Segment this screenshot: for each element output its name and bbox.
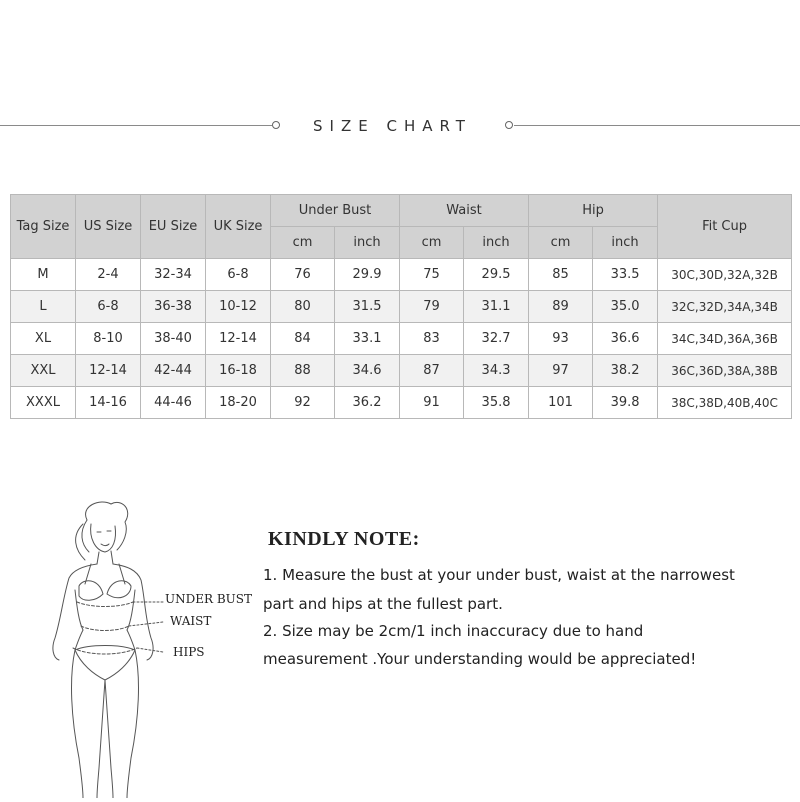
header-unit: inch	[464, 227, 529, 259]
table-cell: 6-8	[206, 259, 271, 291]
table-cell: XL	[11, 323, 76, 355]
table-cell: 42-44	[141, 355, 206, 387]
table-cell: 79	[400, 291, 464, 323]
table-cell: 16-18	[206, 355, 271, 387]
table-cell: 75	[400, 259, 464, 291]
table-cell: 76	[271, 259, 335, 291]
table-cell: 93	[529, 323, 593, 355]
table-cell: 44-46	[141, 387, 206, 419]
table-cell: 10-12	[206, 291, 271, 323]
header-unit: cm	[271, 227, 335, 259]
header-tag-size: Tag Size	[11, 195, 76, 259]
header-waist: Waist	[400, 195, 529, 227]
header-unit: inch	[335, 227, 400, 259]
table-cell: 35.8	[464, 387, 529, 419]
figure-drawing	[25, 498, 257, 798]
table-cell: 80	[271, 291, 335, 323]
size-chart-table	[10, 194, 792, 419]
table-cell: 85	[529, 259, 593, 291]
table-cell: 32.7	[464, 323, 529, 355]
note-title: KINDLY NOTE:	[268, 528, 420, 550]
table-cell: 8-10	[76, 323, 141, 355]
table-cell: 91	[400, 387, 464, 419]
header-fit-cup: Fit Cup	[658, 195, 792, 259]
header-unit: cm	[400, 227, 464, 259]
table-cell: 29.5	[464, 259, 529, 291]
header-under-bust: Under Bust	[271, 195, 400, 227]
table-row	[11, 323, 792, 355]
header-eu-size: EU Size	[141, 195, 206, 259]
table-cell: 34.6	[335, 355, 400, 387]
table-cell: 29.9	[335, 259, 400, 291]
table-cell: 2-4	[76, 259, 141, 291]
table-row	[11, 355, 792, 387]
header-unit: inch	[593, 227, 658, 259]
table-row	[11, 259, 792, 291]
table-cell: 34.3	[464, 355, 529, 387]
page-title: SIZE CHART	[313, 117, 472, 135]
table-cell: 89	[529, 291, 593, 323]
header-unit: cm	[529, 227, 593, 259]
table-cell: 92	[271, 387, 335, 419]
title-row	[0, 116, 800, 136]
note-line: part and hips at the fullest part.	[263, 595, 503, 613]
title-rule-left	[0, 125, 272, 126]
table-cell: 31.1	[464, 291, 529, 323]
table-cell: M	[11, 259, 76, 291]
note-line: 1. Measure the bust at your under bust, waist at the narrowest	[263, 566, 735, 584]
table-cell: 36.6	[593, 323, 658, 355]
table-cell: 6-8	[76, 291, 141, 323]
table-cell: 32C,32D,34A,34B	[658, 291, 792, 323]
table-cell: 87	[400, 355, 464, 387]
header-us-size: US Size	[76, 195, 141, 259]
table-cell: XXL	[11, 355, 76, 387]
title-ring-right	[505, 121, 513, 129]
table-cell: 31.5	[335, 291, 400, 323]
table-cell: 38C,38D,40B,40C	[658, 387, 792, 419]
table-cell: 35.0	[593, 291, 658, 323]
title-ring-left	[272, 121, 280, 129]
header-hip: Hip	[529, 195, 658, 227]
table-cell: 34C,34D,36A,36B	[658, 323, 792, 355]
table-cell: 38.2	[593, 355, 658, 387]
label-hips: HIPS	[173, 645, 205, 659]
table-cell: 12-14	[206, 323, 271, 355]
table-cell: 97	[529, 355, 593, 387]
table-cell: 30C,30D,32A,32B	[658, 259, 792, 291]
title-rule-right	[514, 125, 800, 126]
table-cell: 32-34	[141, 259, 206, 291]
table-row	[11, 387, 792, 419]
table-cell: 18-20	[206, 387, 271, 419]
table-cell: 83	[400, 323, 464, 355]
table-cell: 36C,36D,38A,38B	[658, 355, 792, 387]
table-cell: 88	[271, 355, 335, 387]
table-cell: 36-38	[141, 291, 206, 323]
header-uk-size: UK Size	[206, 195, 271, 259]
note-line: 2. Size may be 2cm/1 inch inaccuracy due to hand	[263, 622, 644, 640]
table-cell: XXXL	[11, 387, 76, 419]
table-cell: 33.1	[335, 323, 400, 355]
label-under-bust: UNDER BUST	[165, 592, 252, 606]
table-cell: 38-40	[141, 323, 206, 355]
table-cell: 36.2	[335, 387, 400, 419]
table-cell: 12-14	[76, 355, 141, 387]
note-line: measurement .Your understanding would be appreciated!	[263, 650, 697, 668]
table-cell: 14-16	[76, 387, 141, 419]
table-cell: 84	[271, 323, 335, 355]
label-waist: WAIST	[170, 614, 212, 628]
table-cell: 33.5	[593, 259, 658, 291]
table-cell: 101	[529, 387, 593, 419]
body-measurement-illustration	[25, 498, 257, 798]
table-row	[11, 291, 792, 323]
table-cell: L	[11, 291, 76, 323]
table-cell: 39.8	[593, 387, 658, 419]
